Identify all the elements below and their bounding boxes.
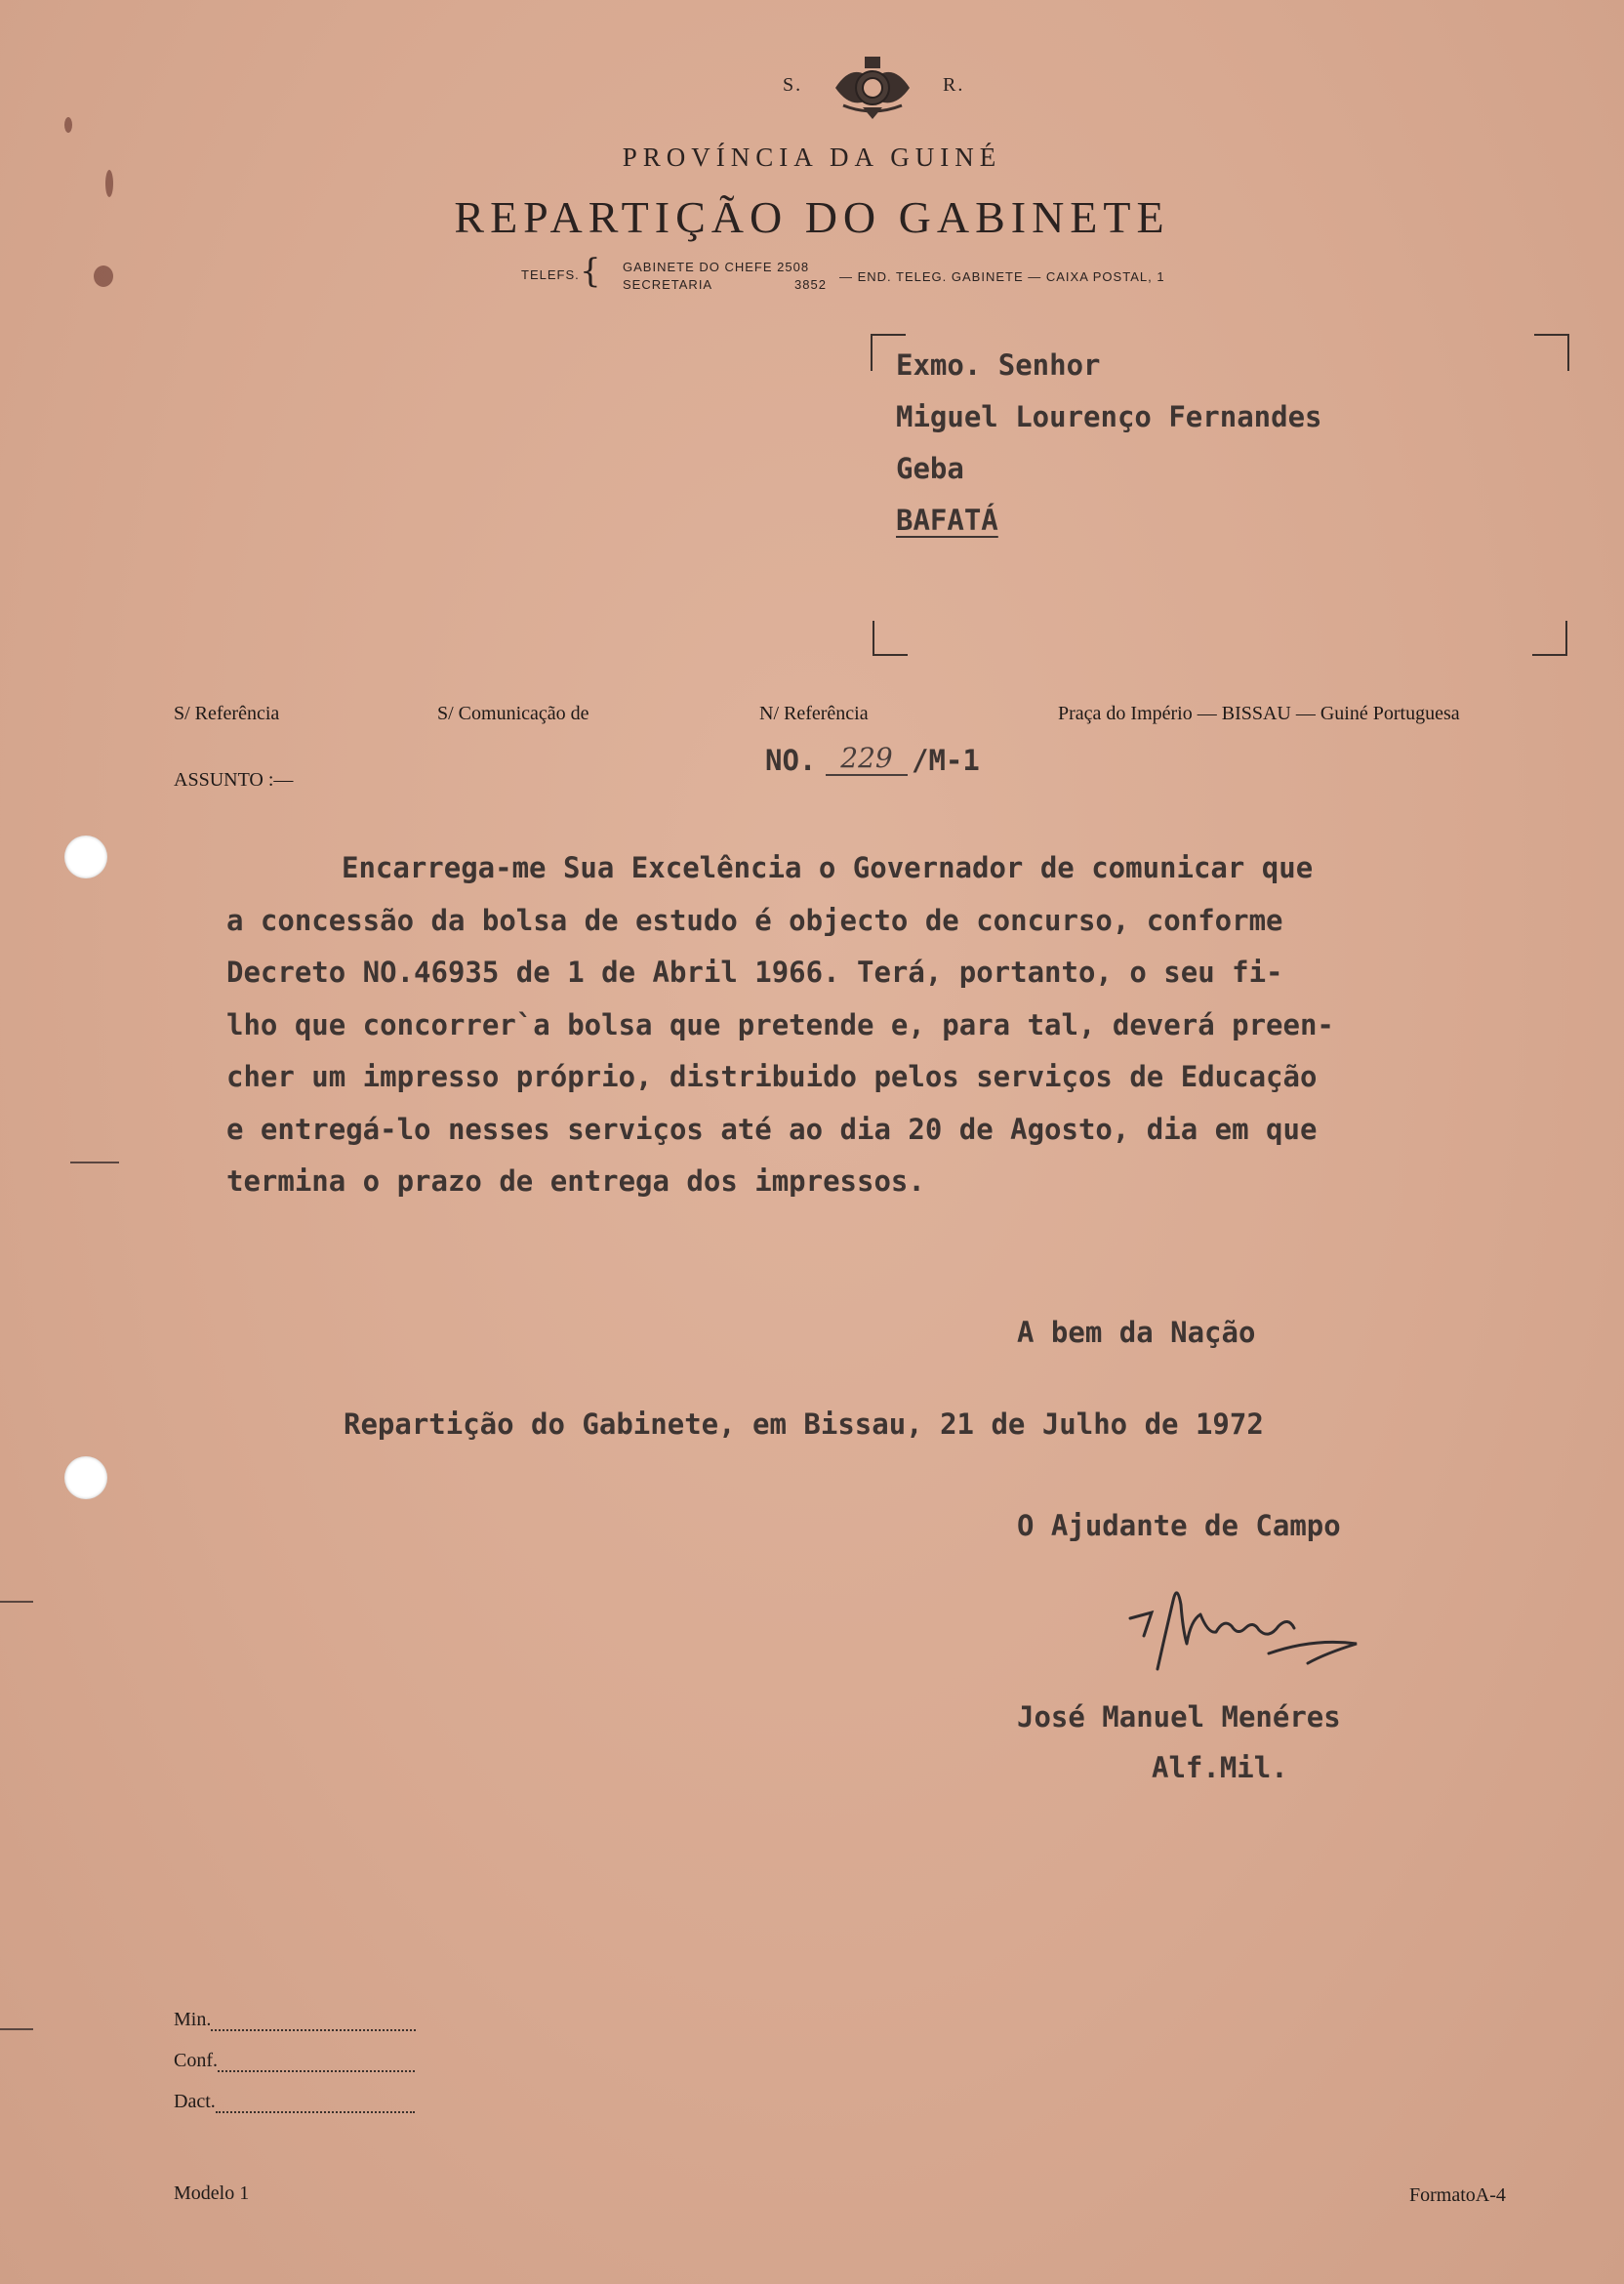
s-mark: S. [783,74,803,96]
min-label: Min. [174,2009,212,2030]
recipient-block [896,340,1521,547]
body-line: Decreto NO.46935 de 1 de Abril 1966. Terá, portanto, o seu fi- [226,956,1283,989]
department-heading: REPARTIÇÃO DO GABINETE [454,192,1170,242]
phone-chief: GABINETE DO CHEFE 2508 [623,260,810,274]
body-line: e entregá-lo nesses serviços até ao dia 20 de Agosto, dia em que [226,1113,1318,1146]
contact-line [521,254,1263,297]
brace-icon: { [580,252,602,291]
assunto-label: ASSUNTO :— [174,769,294,791]
handwritten-signature [1122,1575,1376,1683]
r-mark: R. [943,74,965,96]
contact-tail: — END. TELEG. GABINETE — CAIXA POSTAL, 1 [839,269,1165,284]
min-line [211,2029,416,2031]
s-comunicacao-label: S/ Comunicação de [437,703,589,724]
margin-mark [0,2028,33,2030]
body-line: cher um impresso próprio, distribuido pelos serviços de Educação [226,1060,1318,1093]
min-field [174,2009,416,2031]
conf-field [174,2050,415,2072]
punch-hole-top [64,836,107,878]
conf-label: Conf. [174,2050,218,2071]
phone-secretary-label: SECRETARIA [623,277,713,292]
s-referencia-label: S/ Referência [174,703,280,724]
address-corner [873,621,908,656]
signatory-role: O Ajudante de Campo [1017,1509,1341,1542]
reference-number [765,742,1019,785]
province-heading: PROVÍNCIA DA GUINÉ [622,143,1002,172]
recipient-locality: Geba [896,452,964,485]
conf-line [218,2070,415,2072]
closing-motto: A bem da Nação [1017,1316,1256,1349]
address-corner [1532,621,1567,656]
ref-prefix: NO. [765,744,817,777]
recipient-salutation: Exmo. Senhor [896,348,1101,382]
body-line: lho que concorrer`a bolsa que pretende e, para tal, deverá preen- [226,1008,1334,1041]
body-line: a concessão da bolsa de estudo é objecto de concurso, conforme [226,904,1283,937]
signatory-name: José Manuel Menéres [1017,1700,1341,1733]
ref-suffix: /M-1 [912,744,980,777]
address-corner [1534,334,1569,371]
recipient-town: BAFATÁ [896,504,998,537]
margin-mark [70,1162,119,1163]
modelo-label: Modelo 1 [174,2182,250,2204]
margin-mark [0,1601,33,1603]
body-line: Encarrega-me Sua Excelência o Governador de comunicar que [342,851,1314,884]
place-date: Repartição do Gabinete, em Bissau, 21 de Julho de 1972 [344,1407,1264,1441]
dact-label: Dact. [174,2091,216,2112]
body-line: termina o prazo de entrega dos impressos. [226,1164,925,1198]
recipient-name: Miguel Lourenço Fernandes [896,400,1322,433]
ink-stain [64,117,72,133]
punch-hole-bottom [64,1456,107,1499]
dact-line [216,2111,415,2113]
sender-address: Praça do Império — BISSAU — Guiné Portuguesa [1058,703,1460,724]
telefs-label: TELEFS. [521,267,580,282]
ref-handwritten: 229 [826,742,908,776]
signatory-rank: Alf.Mil. [1152,1751,1288,1784]
dact-field [174,2091,415,2113]
n-referencia-label: N/ Referência [759,703,869,724]
phone-secretary-number: 3852 [794,277,827,292]
coat-of-arms-icon [826,53,919,121]
formato-label: FormatoA-4 [1409,2184,1506,2206]
ink-stain [94,265,113,287]
